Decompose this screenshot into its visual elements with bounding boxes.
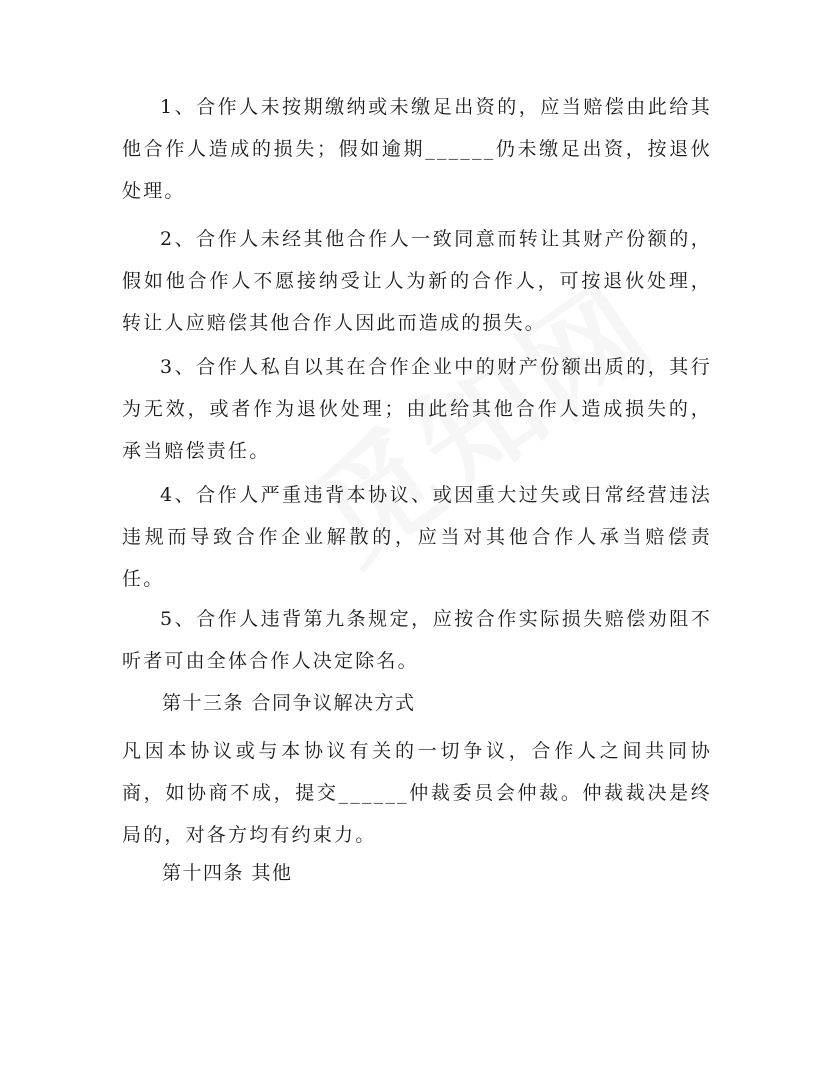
clause-paragraph-1: 1、合作人未按期缴纳或未缴足出资的，应当赔偿由此给其他合作人造成的损失；假如逾期______仍未缴足出资，按退伙处理。: [122, 96, 712, 202]
clause-block-4: [122, 474, 712, 600]
clause-paragraph-3: 3、合作人私自以其在合作企业中的财产份额出质的，其行为无效，或者作为退伙处理；由此给其他合作人造成损失的，承当赔偿责任。: [122, 356, 712, 462]
section-13-title: 第十三条 合同争议解决方式: [162, 692, 416, 714]
section-14-title: 第十四条 其他: [162, 862, 293, 884]
clause-block-5: [122, 598, 712, 682]
clause-block-3: [122, 346, 712, 472]
clause-paragraph-2: 2、合作人未经其他合作人一致同意而转让其财产份额的，假如他合作人不愿接纳受让人为新的合作人，可按退伙处理，转让人应赔偿其他合作人因此而造成的损失。: [122, 228, 712, 334]
section-13-body: 凡因本协议或与本协议有关的一切争议，合作人之间共同协商，如协商不成，提交______仲裁委员会仲裁。仲裁裁决是终局的，对各方均有约束力。: [122, 740, 712, 846]
clause-paragraph-4: 4、合作人严重违背本协议、或因重大过失或日常经营违法违规而导致合作企业解散的，应当对其他合作人承当赔偿责任。: [122, 484, 712, 590]
clause-block-2: [122, 218, 712, 344]
clause-paragraph-5: 5、合作人违背第九条规定，应按合作实际损失赔偿劝阻不听者可由全体合作人决定除名。: [122, 608, 712, 672]
clause-list: [122, 86, 712, 212]
section-13-body-block: [122, 730, 712, 856]
